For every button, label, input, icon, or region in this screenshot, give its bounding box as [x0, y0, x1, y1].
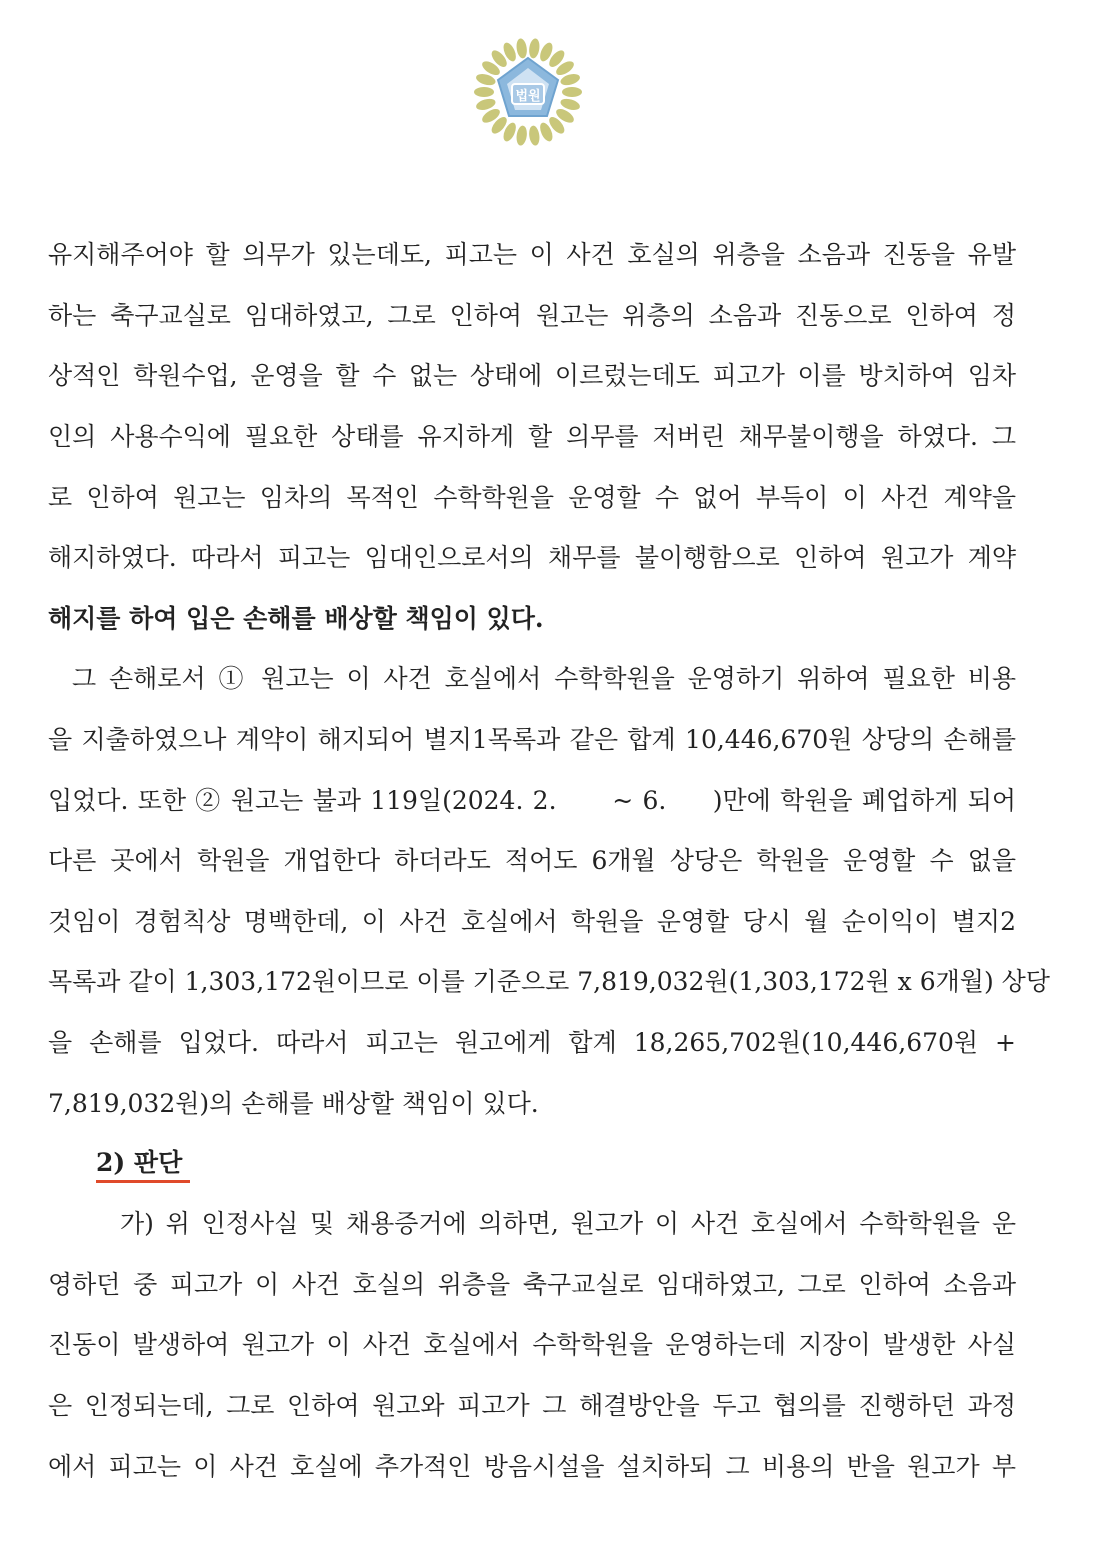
- body-line: 을 지출하였으나 계약이 해지되어 별지1목록과 같은 합계 10,446,670원 상당의 손해를: [48, 725, 1016, 754]
- body-line: 로 인하여 원고는 임차의 목적인 수학학원을 운영할 수 없어 부득이 이 사건 계약을: [48, 483, 1016, 512]
- body-line: 해지를 하여 입은 손해를 배상할 책임이 있다.: [48, 604, 544, 633]
- heading-underline: [96, 1180, 190, 1183]
- body-line: 해지하였다. 따라서 피고는 임대인으로서의 채무를 불이행함으로 인하여 원고가 계약: [48, 543, 1016, 572]
- section-heading: [96, 1146, 182, 1180]
- seal-petal: [515, 38, 528, 59]
- judgment-line: 진동이 발생하여 원고가 이 사건 호실에서 수학학원을 운영하는데 지장이 발생한 사실: [48, 1330, 1016, 1359]
- body-line: 상적인 학원수업, 운영을 할 수 없는 상태에 이르렀는데도 피고가 이를 방치하여 임차: [48, 361, 1016, 390]
- body-line: 하는 축구교실로 임대하였고, 그로 인하여 원고는 위층의 소음과 진동으로 인하여 정: [48, 301, 1016, 330]
- body-line: 것임이 경험칙상 명백한데, 이 사건 호실에서 학원을 운영할 당시 월 순이익이 별지2: [48, 907, 1016, 936]
- court-seal-icon: [473, 34, 583, 154]
- seal-label: 법원: [515, 89, 541, 104]
- body-line: 다른 곳에서 학원을 개업한다 하더라도 적어도 6개월 상당은 학원을 운영할 수 없을: [48, 846, 1016, 875]
- seal-petal: [562, 87, 582, 97]
- seal-petal: [528, 125, 541, 146]
- seal-petal: [528, 38, 541, 59]
- body-line: 목록과 같이 1,303,172원이므로 이를 기준으로 7,819,032원(1,303,172원 x 6개월) 상당: [48, 967, 1050, 996]
- body-line: 을 손해를 입었다. 따라서 피고는 원고에게 합계 18,265,702원(10,446,670원 +: [48, 1028, 1016, 1057]
- judgment-line: 영하던 중 피고가 이 사건 호실의 위층을 축구교실로 임대하였고, 그로 인하여 소음과: [48, 1270, 1016, 1299]
- seal-petal: [474, 87, 494, 97]
- heading-text: 2) 판단: [96, 1148, 183, 1177]
- judgment-line: 가) 위 인정사실 및 채용증거에 의하면, 원고가 이 사건 호실에서 수학학원을 운: [120, 1209, 1016, 1238]
- judgment-line: 은 인정되는데, 그로 인하여 원고와 피고가 그 해결방안을 두고 협의를 진행하던 과정: [48, 1391, 1016, 1420]
- body-line: 7,819,032원)의 손해를 배상할 책임이 있다.: [48, 1089, 539, 1118]
- judgment-line: 에서 피고는 이 사건 호실에 추가적인 방음시설을 설치하되 그 비용의 반을 원고가 부: [48, 1452, 1016, 1481]
- body-line: 입었다. 또한 ② 원고는 불과 119일(2024. 2. ~ 6. )만에 학원을 폐업하게 되어: [48, 786, 1016, 815]
- body-line: 유지해주어야 할 의무가 있는데도, 피고는 이 사건 호실의 위층을 소음과 진동을 유발: [48, 240, 1016, 269]
- body-line: 인의 사용수익에 필요한 상태를 유지하게 할 의무를 저버린 채무불이행을 하였다. 그: [48, 422, 1016, 451]
- body-line: 그 손해로서 ① 원고는 이 사건 호실에서 수학학원을 운영하기 위하여 필요한 비용: [72, 664, 1016, 693]
- seal-petal: [515, 125, 528, 146]
